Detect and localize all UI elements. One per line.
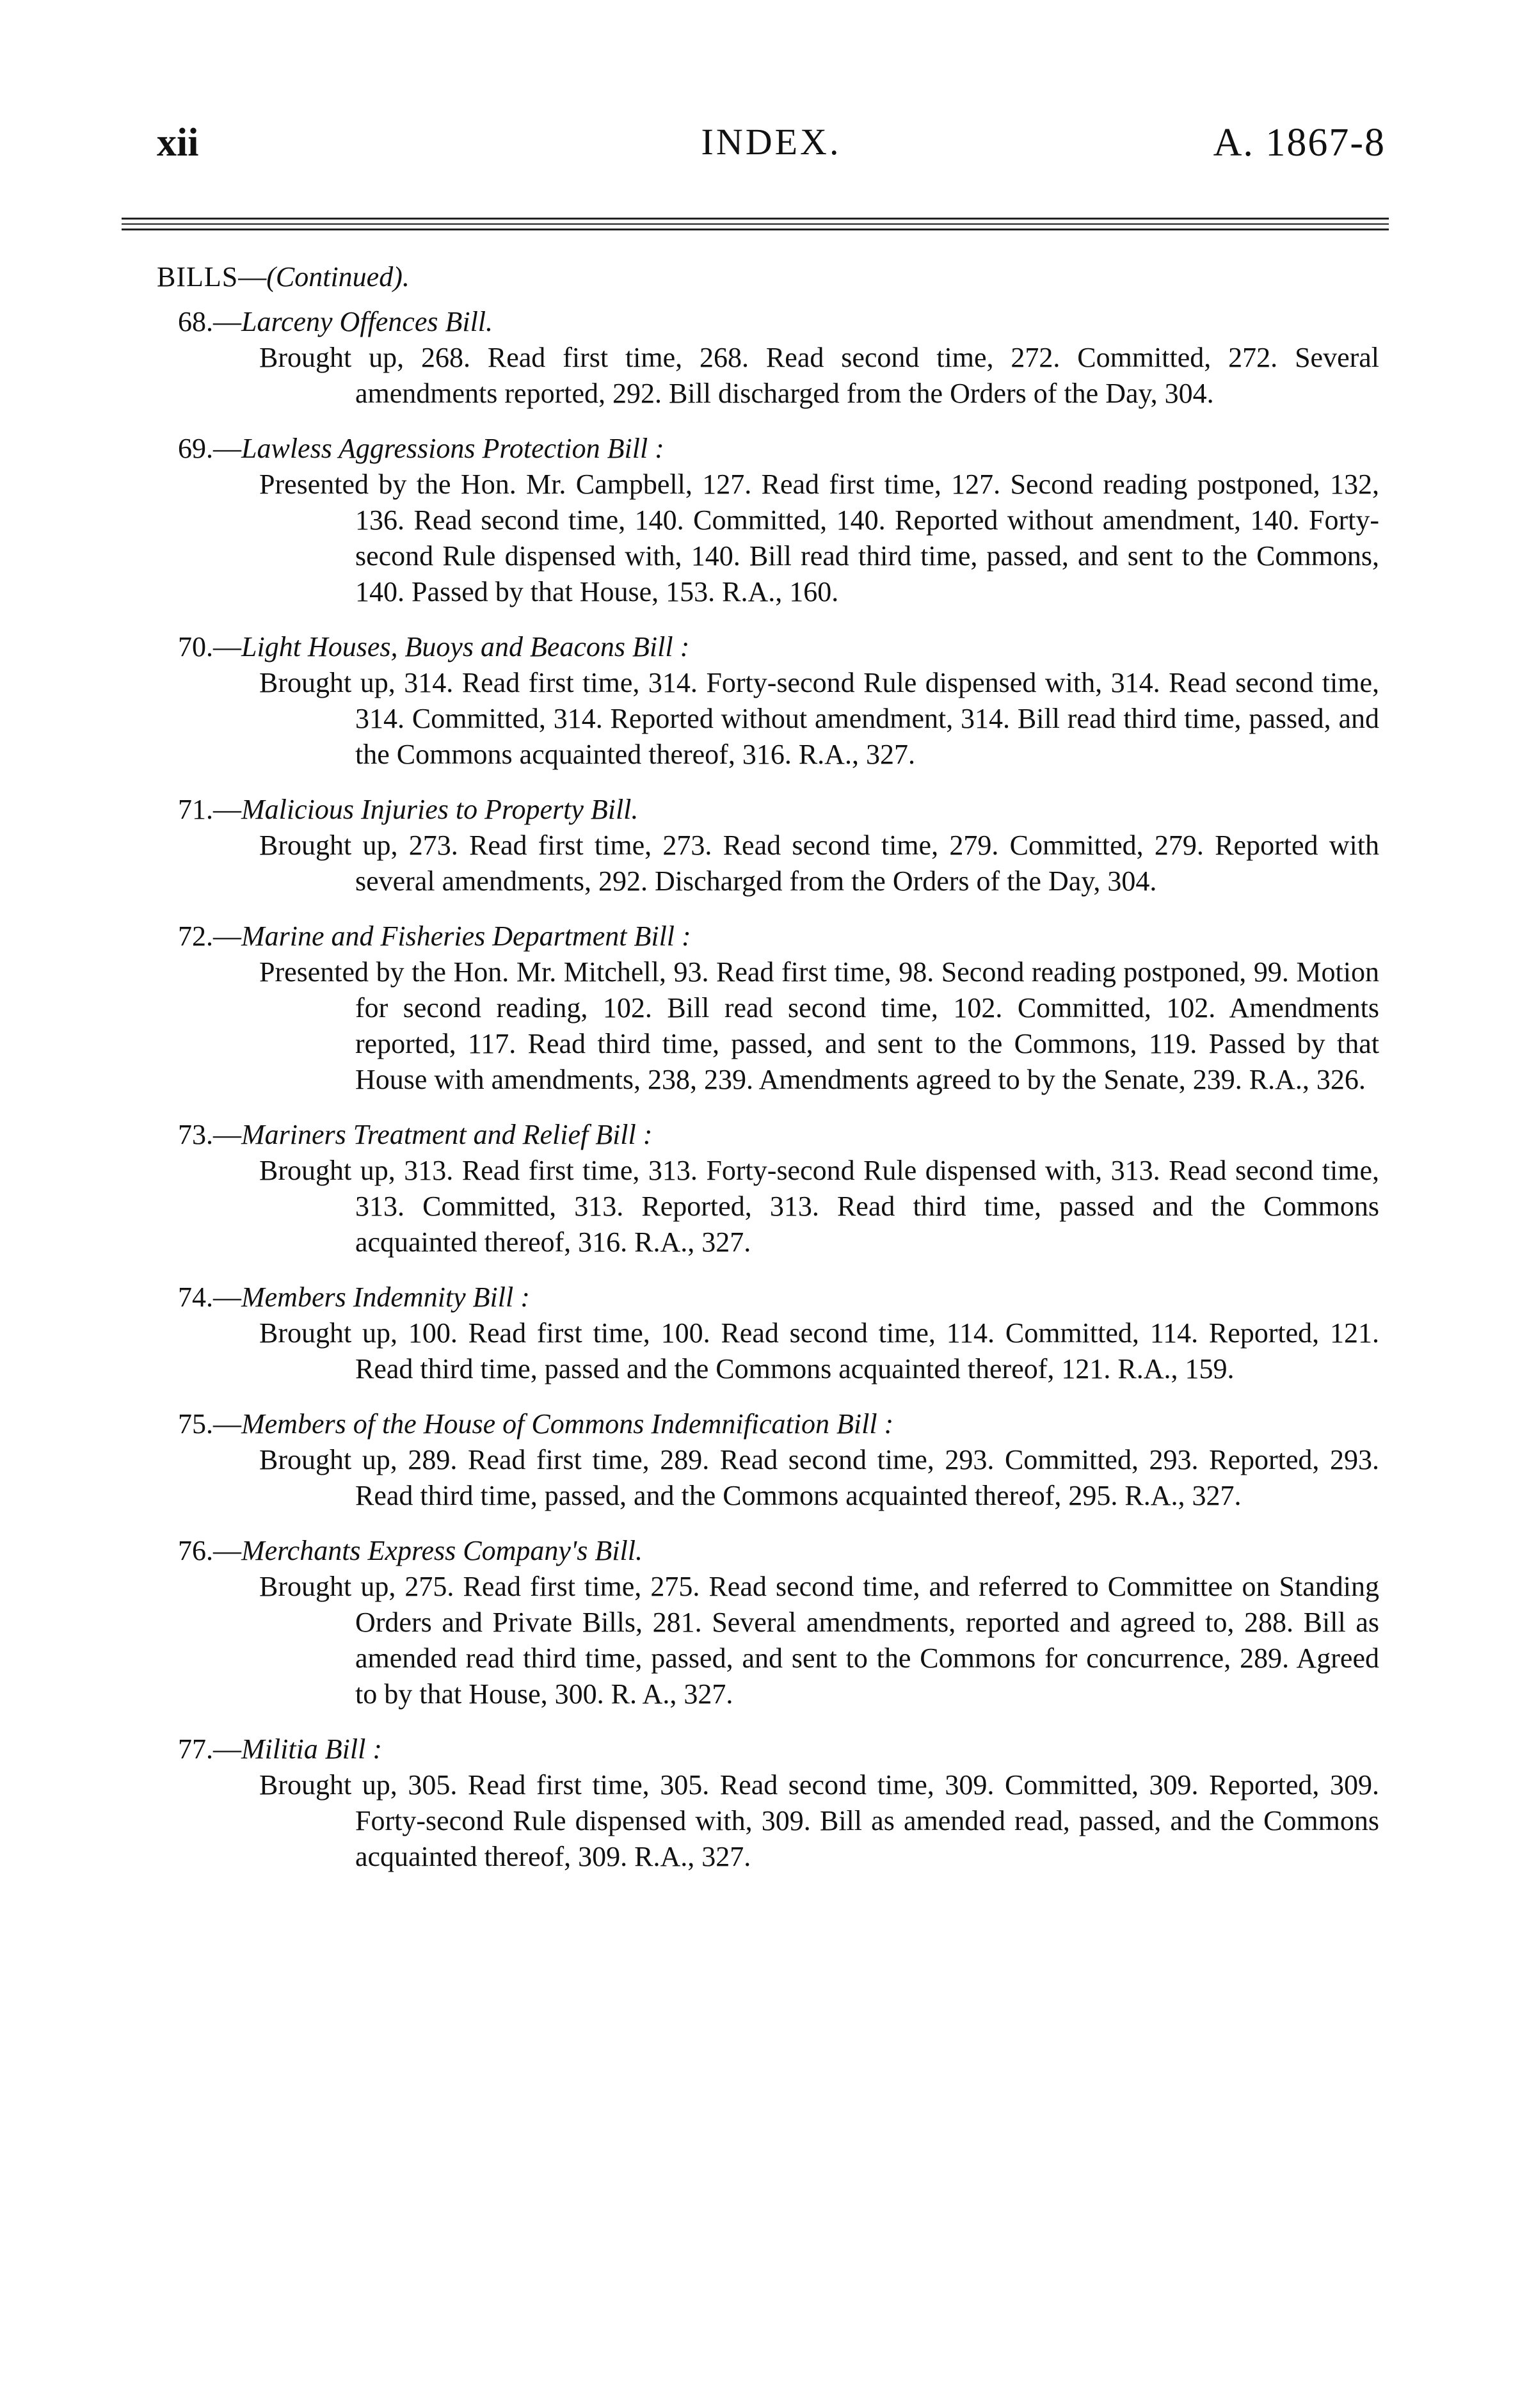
entry-number: 77. <box>178 1733 213 1765</box>
entry-body: Presented by the Hon. Mr. Campbell, 127. Read first time, 127. Second reading postponed, 132, 136. Read second time, 140. Committed, 140. Reported without amendment, 140. Forty-second Rule dispensed with, 140. Bill read third time, passed, and sent to the Commons, 140. Passed by that House, 153. R.A., 160. <box>259 469 1379 607</box>
entry-body: Brought up, 100. Read first time, 100. Read second time, 114. Committed, 114. Reported, 121. Read third time, passed and the Commons acquainted thereof, 121. R.A., 159. <box>259 1317 1379 1385</box>
entry-body: Brought up, 314. Read first time, 314. Forty-second Rule dispensed with, 314. Read second time, 314. Committed, 314. Reported without amendment, 314. Bill read third time, passed, and the Commons acquainted thereof, 316. R.A., 327. <box>259 667 1379 770</box>
index-entry <box>0 629 1536 773</box>
bill-name: Lawless Aggressions Protection Bill : <box>241 433 664 464</box>
entry-body: Brought up, 273. Read first time, 273. Read second time, 279. Committed, 279. Reported with several amendments, 292. Discharged from the Orders of the Day, 304. <box>259 830 1379 897</box>
entry-number: 71. <box>178 794 213 825</box>
bill-name: Members Indemnity Bill : <box>241 1281 530 1313</box>
index-entry <box>0 1280 1536 1387</box>
bill-name: Larceny Offences Bill. <box>241 306 493 337</box>
entry-number: 72. <box>178 920 213 952</box>
page-number: xii <box>157 121 199 165</box>
index-entry <box>0 431 1536 610</box>
bill-name: Light Houses, Buoys and Beacons Bill : <box>241 631 690 662</box>
entry-body: Brought up, 289. Read first time, 289. Read second time, 293. Committed, 293. Reported, 293. Read third time, passed, and the Commons acquainted thereof, 295. R.A., 327. <box>259 1444 1379 1511</box>
entry-body: Presented by the Hon. Mr. Mitchell, 93. Read first time, 98. Second reading postponed, 99. Motion for second reading, 102. Bill read second time, 102. Committed, 102. Amendments reported, 117. Read third time, passed, and sent to the Commons, 119. Passed by that House with amendments, 238, 239. Amendments agreed to by the Senate, 239. R.A., 326. <box>259 956 1379 1095</box>
section-heading: BILLS—(Continued). <box>157 261 410 293</box>
section-qualifier: (Continued). <box>266 261 410 293</box>
entry-title: 72.—Marine and Fisheries Department Bill : <box>178 920 691 952</box>
entry-number: 68. <box>178 306 213 337</box>
entry-body: Brought up, 313. Read first time, 313. Forty-second Rule dispensed with, 313. Read second time, 313. Committed, 313. Reported, 313. Read third time, passed and the Commons acquainted thereof, 316. R.A., 327. <box>259 1155 1379 1258</box>
entry-number: 70. <box>178 631 213 662</box>
document-reference: A. 1867-8 <box>1213 121 1386 165</box>
bill-name: Marine and Fisheries Department Bill : <box>241 920 691 952</box>
entry-title: 68.—Larceny Offences Bill. <box>178 306 493 337</box>
page-header <box>157 120 1386 178</box>
entry-title: 74.—Members Indemnity Bill : <box>178 1281 530 1313</box>
entry-number: 69. <box>178 433 213 464</box>
entry-body: Brought up, 305. Read first time, 305. Read second time, 309. Committed, 309. Reported, 309. Forty-second Rule dispensed with, 309. Bill as amended read, passed, and the Commons acquainted thereof, 309. R.A., 327. <box>259 1769 1379 1872</box>
bill-name: Malicious Injuries to Property Bill. <box>241 794 639 825</box>
entry-number: 76. <box>178 1535 213 1566</box>
index-entry <box>0 1406 1536 1514</box>
index-entry <box>0 1117 1536 1260</box>
section-label: BILLS <box>157 261 239 293</box>
running-title: INDEX. <box>701 121 842 163</box>
bill-name: Mariners Treatment and Relief Bill : <box>241 1119 653 1150</box>
entry-title: 77.—Militia Bill : <box>178 1733 382 1765</box>
index-entry <box>0 1533 1536 1712</box>
entry-title: 69.—Lawless Aggressions Protection Bill : <box>178 433 664 464</box>
index-entry <box>0 919 1536 1098</box>
entry-title: 71.—Malicious Injuries to Property Bill. <box>178 794 639 825</box>
bill-name: Militia Bill : <box>241 1733 382 1765</box>
entry-body: Brought up, 275. Read first time, 275. Read second time, and referred to Committee on Standing Orders and Private Bills, 281. Several amendments, reported and agreed to, 288. Bill as amended read third time, passed, and sent to the Commons for concurrence, 289. Agreed to by that House, 300. R. A., 327. <box>259 1571 1379 1710</box>
entry-body: Brought up, 268. Read first time, 268. Read second time, 272. Committed, 272. Several amendments reported, 292. Bill discharged from the Orders of the Day, 304. <box>259 342 1379 409</box>
header-rule <box>122 218 1389 232</box>
index-entry <box>0 792 1536 899</box>
entry-number: 73. <box>178 1119 213 1150</box>
entry-title: 75.—Members of the House of Commons Indemnification Bill : <box>178 1408 894 1440</box>
entry-number: 74. <box>178 1281 213 1313</box>
bill-name: Members of the House of Commons Indemnification Bill : <box>241 1408 894 1440</box>
index-content <box>0 259 1536 1894</box>
entry-title: 70.—Light Houses, Buoys and Beacons Bill : <box>178 631 690 662</box>
entry-number: 75. <box>178 1408 213 1440</box>
bill-name: Merchants Express Company's Bill. <box>241 1535 643 1566</box>
entry-title: 73.—Mariners Treatment and Relief Bill : <box>178 1119 653 1150</box>
entry-title: 76.—Merchants Express Company's Bill. <box>178 1535 643 1566</box>
index-entry <box>0 1731 1536 1875</box>
index-entry <box>0 304 1536 412</box>
